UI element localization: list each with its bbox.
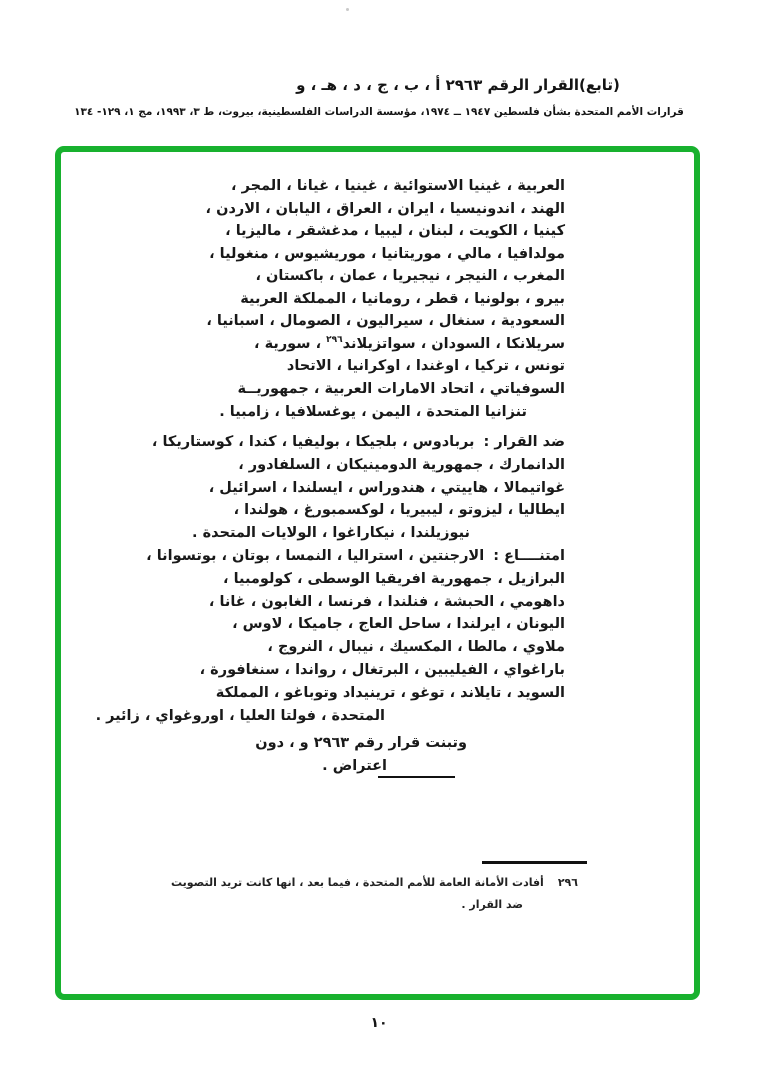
text-line: السعودية ، سنغال ، سيراليون ، الصومال ، اسبانيا ، [206,313,565,329]
text-line: كينيا ، الكويت ، لبنان ، ليبيا ، مدغشقر ، ماليزيا ، [225,223,565,239]
underline-rule [378,776,455,778]
text-line: غواتيمالا ، هاييتي ، هندوراس ، ايسلندا ، اسرائيل ، [208,480,565,496]
footnote-number: ٢٩٦ [557,876,578,889]
footnote-text: أفادت الأمانة العامة للأمم المتحدة ، فيما بعد ، انها كانت تريد التصويت [170,876,544,889]
source-citation: قرارات الأمم المتحدة بشأن فلسطين ١٩٤٧ ــ ١٩٧٤، مؤسسة الدراسات الفلسطينية، بيروت، ط ٣، ١٩٩٣، مج ١، ١٢٩- ١٣٤ [74,106,684,118]
text-line-with-label [152,432,565,452]
footnote-separator-rule [482,861,587,864]
text-line: العربية ، غينيا الاستوائية ، غينيا ، غيانا ، المجر ، [231,178,565,194]
text-line: ايطاليا ، ليزوتو ، ليبيريا ، لوكسمبورغ ، هولندا ، [233,502,565,518]
text-line: اليونان ، ايرلندا ، ساحل العاج ، جاميكا ، لاوس ، [232,616,565,632]
text-line-with-footnote-ref [254,334,565,354]
text-segment: سريلانكا ، السودان ، سواتزيلاند [342,336,565,352]
text-line: المتحدة ، فولتا العليا ، اوروغواي ، زائير . [95,708,385,724]
text-line: الدانمارك ، جمهورية الدومينيكان ، السلفادور ، [238,457,565,473]
text-line-with-label [146,546,565,566]
footnote-line [171,875,578,890]
text-segment: ، سورية ، [254,336,327,352]
footnote-line: ضد القرار . [461,898,523,911]
section-label-against: ضد القرار : [483,434,565,450]
text-line: تونس ، تركيا ، اوغندا ، اوكرانيا ، الاتحاد [286,358,565,374]
text-line: وتبنت قرار رقم ٢٩٦٣ و ، دون [255,735,467,751]
text-line: ملاوي ، مالطا ، المكسيك ، نيبال ، النروج ، [267,639,565,655]
text-line: باراغواي ، الفيليبين ، البرتغال ، رواندا ، سنغافورة ، [199,662,565,678]
scan-speck [346,8,349,11]
text-line: مولدافيا ، مالي ، موريتانيا ، موريشيوس ، منغوليا ، [209,246,565,262]
page-number: ١٠ [370,1015,388,1031]
text-line: البرازيل ، جمهورية افريقيا الوسطى ، كولومبيا ، [223,571,565,587]
text-line: اعتراض . [322,758,387,774]
text-line: نيوزيلندا ، نيكاراغوا ، الولايات المتحدة . [192,525,470,541]
text-line: الهند ، اندونيسيا ، ايران ، العراق ، اليابان ، الاردن ، [205,201,565,217]
text-line: تنزانيا المتحدة ، اليمن ، يوغسلافيا ، زامبيا . [219,404,527,420]
page-title: (تابع)القرار الرقم ٢٩٦٣ أ ، ب ، ج ، د ، هـ ، و [296,76,620,94]
text-line: داهومي ، الحبشة ، فنلندا ، فرنسا ، الغابون ، غانا ، [208,594,565,610]
text-line: السويد ، تايلاند ، توغو ، ترينيداد وتوباغو ، المملكة [215,685,565,701]
footnote-reference: ٢٩٦ [326,335,343,346]
text-line: بيرو ، بولونيا ، قطر ، رومانيا ، المملكة العربية [240,291,565,307]
text-segment: بربادوس ، بلجيكا ، بوليفيا ، كندا ، كوستاريكا ، [151,434,475,450]
text-line: المغرب ، النيجر ، نيجيريا ، عمان ، باكستان ، [255,268,565,284]
text-line: السوفياتي ، اتحاد الامارات العربية ، جمهوريــة [237,381,565,397]
section-label-abstain: امتنــــاع : [493,548,565,564]
text-segment: الارجنتين ، استراليا ، النمسا ، بوتان ، بوتسوانا ، [146,548,485,564]
